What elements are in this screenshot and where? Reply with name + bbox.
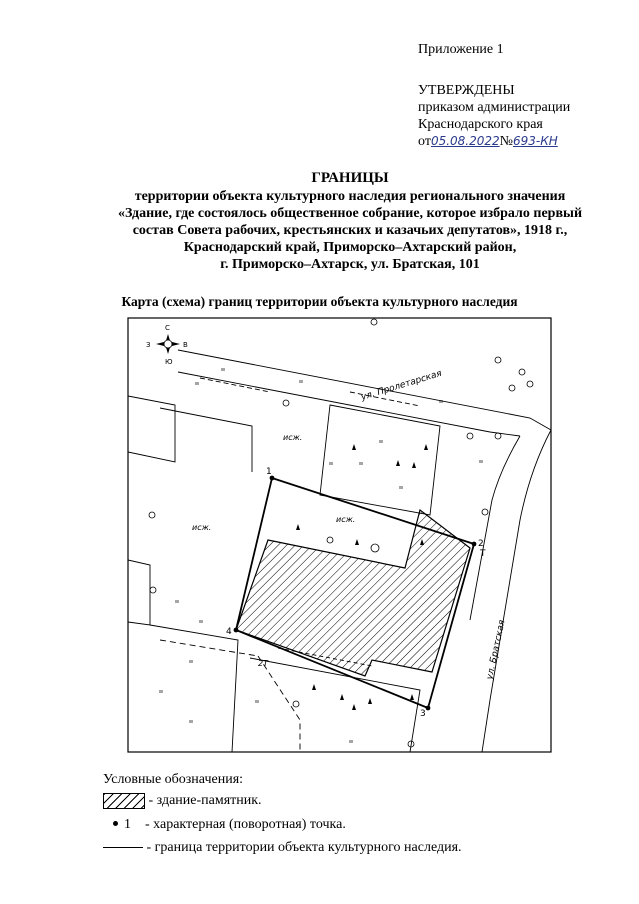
map-caption: Карта (схема) границ территории объекта культурного наследия xyxy=(121,294,518,309)
title-line-4: Краснодарский край, Приморско–Ахтарский район, xyxy=(183,240,517,255)
point-label-3: 3 xyxy=(420,709,426,719)
area-label-3: исж. xyxy=(336,515,356,524)
block-outline-west xyxy=(128,396,175,462)
compass-west-label: З xyxy=(146,341,151,349)
title-line-2: «Здание, где состоялось общественное собрание, которое избрало первый xyxy=(117,206,583,221)
title-line-1: территории объекта культурного наследия регионального значения xyxy=(134,189,566,204)
dashed-line-2 xyxy=(258,656,300,752)
date-prefix: от xyxy=(418,134,431,149)
legend-monument xyxy=(103,793,262,811)
area-label-1: исж. xyxy=(283,433,303,442)
area-label-4: 2Т xyxy=(258,659,268,668)
point-label-2: 2 xyxy=(478,539,484,549)
legend-monument-text: - здание-памятник. xyxy=(148,793,262,809)
area-label-5: Т xyxy=(480,549,486,559)
approved-label: УТВЕРЖДЕНЫ xyxy=(418,83,515,98)
compass-east-label: В xyxy=(183,341,188,349)
block-outline-se xyxy=(250,658,420,752)
road-curb-east-2 xyxy=(482,430,551,752)
block-outline-sw xyxy=(128,560,150,625)
title-line-3: состав Совета рабочих, крестьянских и казачьих депутатов», 1918 г., xyxy=(132,223,568,238)
point-4 xyxy=(234,628,239,633)
document-heading: ГРАНИЦЫ xyxy=(311,170,389,186)
legend-point xyxy=(103,817,346,835)
point-3 xyxy=(426,706,431,711)
legend-point-text: - характерная (поворотная) точка. xyxy=(145,817,346,832)
compass-south-label: Ю xyxy=(165,358,173,366)
legend-point-marker: 1 xyxy=(124,817,131,832)
order-line-2: Краснодарского края xyxy=(418,117,543,132)
point-2 xyxy=(472,542,477,547)
block-outline-south xyxy=(150,625,238,752)
order-number: 693-КН xyxy=(513,134,558,148)
legend-point-dot xyxy=(113,821,118,826)
legend-boundary xyxy=(103,840,462,858)
monument-building xyxy=(236,510,470,676)
road-edge-north-2 xyxy=(178,372,520,436)
legend-hatch-swatch xyxy=(103,793,145,809)
compass-rose xyxy=(146,324,188,366)
appendix-label: Приложение 1 xyxy=(418,42,504,57)
street-label-north: ул. Пролетарская xyxy=(359,368,444,403)
legend-boundary-text: - граница территории объекта культурного наследия. xyxy=(146,840,462,855)
legend-title: Условные обозначения: xyxy=(103,772,244,787)
block-outline-north xyxy=(320,405,440,515)
tree-symbols xyxy=(149,319,533,747)
road-curb-east-1 xyxy=(470,436,520,620)
street-label-east: ул. Братская xyxy=(485,619,508,681)
number-prefix: № xyxy=(499,134,514,149)
fence-line-1 xyxy=(200,378,270,392)
map-frame xyxy=(128,318,551,752)
dashed-line-1 xyxy=(160,640,258,656)
title-line-5: г. Приморско–Ахтарск, ул. Братская, 101 xyxy=(220,257,480,272)
order-line-1: приказом администрации xyxy=(418,100,571,115)
road-edge-north-1 xyxy=(178,350,551,430)
point-label-4: 4 xyxy=(226,627,232,637)
point-label-1: 1 xyxy=(266,467,272,477)
block-outline-nw xyxy=(160,408,252,472)
order-date: 05.08.2022 xyxy=(430,134,500,148)
compass-north-label: С xyxy=(165,324,170,332)
area-label-2: исж. xyxy=(192,523,212,532)
legend-boundary-line xyxy=(103,847,143,848)
